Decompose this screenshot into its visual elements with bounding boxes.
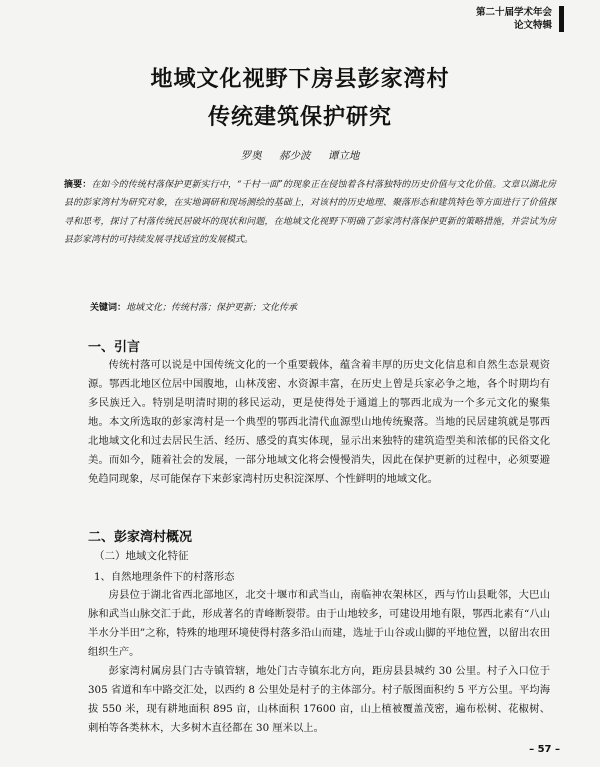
overview-paragraph-1: 房县位于湖北省西北部地区，北交十堰市和武当山，南临神农架林区，西与竹山县毗邻，大巴山脉和武当山脉交汇于此，形成著名的青峰断裂带。由于山地较多，可建设用地有限，鄂西北素有“八山半水分半田”之称，特殊的地理环境使得村落多沿山而建，选址于山谷或山脚的平地位置，以留出农田组织生产。 xyxy=(88,589,550,658)
journal-header xyxy=(476,6,552,32)
section-heading-intro: 一、引言 xyxy=(88,340,141,355)
header-line-2: 论文特辑 xyxy=(513,20,552,31)
header-bar-decoration xyxy=(559,6,564,32)
abstract xyxy=(64,176,556,249)
header-line-1: 第二十届学术年会 xyxy=(475,7,552,18)
abstract-label: 摘要： xyxy=(64,180,92,190)
page-number: – 57 – xyxy=(529,744,560,755)
keywords xyxy=(90,300,297,313)
keywords-text: 地域文化；传统村落；保护更新；文化传承 xyxy=(126,303,298,313)
subsubsection-heading: 1、自然地理条件下的村落形态 xyxy=(94,571,235,583)
abstract-text: 在如今的传统村落保护更新实行中，“千村一面”的现象正在侵蚀着各村落独特的历史价值与文化价值。文章以湖北房县的彭家湾村为研究对象，在实地调研和现场测绘的基础上，对该村的历史地理、聚落形态和建筑特色等方面进行了价值探寻和思考，探讨了村落传统民居破坏的现状和问题，在地域文化视野下明确了彭家湾村落保护更新的策略措施，并尝试为房县彭家湾村的可持续发展寻找适宜的发展模式。 xyxy=(64,180,556,245)
author-list: 罗奥 郝少波 谭立地 xyxy=(240,150,360,162)
paper-title-line-2: 传统建筑保护研究 xyxy=(207,104,392,130)
keywords-label: 关键词： xyxy=(90,303,127,313)
intro-paragraph: 传统村落可以说是中国传统文化的一个重要载体，蕴含着丰厚的历史文化信息和自然生态景观资源。鄂西北地区位居中国腹地，山林茂密、水资源丰富，在历史上曾是兵家必争之地，各个时期均有多民族迁入。特别是明清时期的移民运动，更是使得处于通道上的鄂西北成为一个多元文化的聚集地。本文所选取的彭家湾村是一个典型的鄂西北清代血源型山地传统聚落。当地的民居建筑就是鄂西北地域文化和过去居民生活、经历、感受的真实体现，显示出来独特的建筑造型美和浓郁的民俗文化美。而如今，随着社会的发展，一部分地域文化将会慢慢消失，因此在保护更新的过程中，必须要避免趋同现象，尽可能保存下来彭家湾村历史积淀深厚、个性鲜明的地域文化。 xyxy=(88,359,550,485)
section-heading-overview: 二、彭家湾村概况 xyxy=(88,530,193,545)
overview-paragraph-2: 彭家湾村属房县门古寺镇管辖，地处门古寺镇东北方向，距房县县城约 30 公里。村子入口位于 305 省道和车中路交汇处，以西约 8 公里处是村子的主体部分。村子版图面积约 5 平方公里。平均海拔 550 米，现有耕地面积 895 亩，山林面积 17600 亩，山上植被覆盖茂密，遍布松树、花椒树、刺柏等各类林木，大多树木直径都在 30 厘米以上。 xyxy=(88,665,550,734)
paper-title-line-1: 地域文化视野下房县彭家湾村 xyxy=(150,66,450,92)
subsection-heading: （二）地域文化特征 xyxy=(94,550,189,562)
